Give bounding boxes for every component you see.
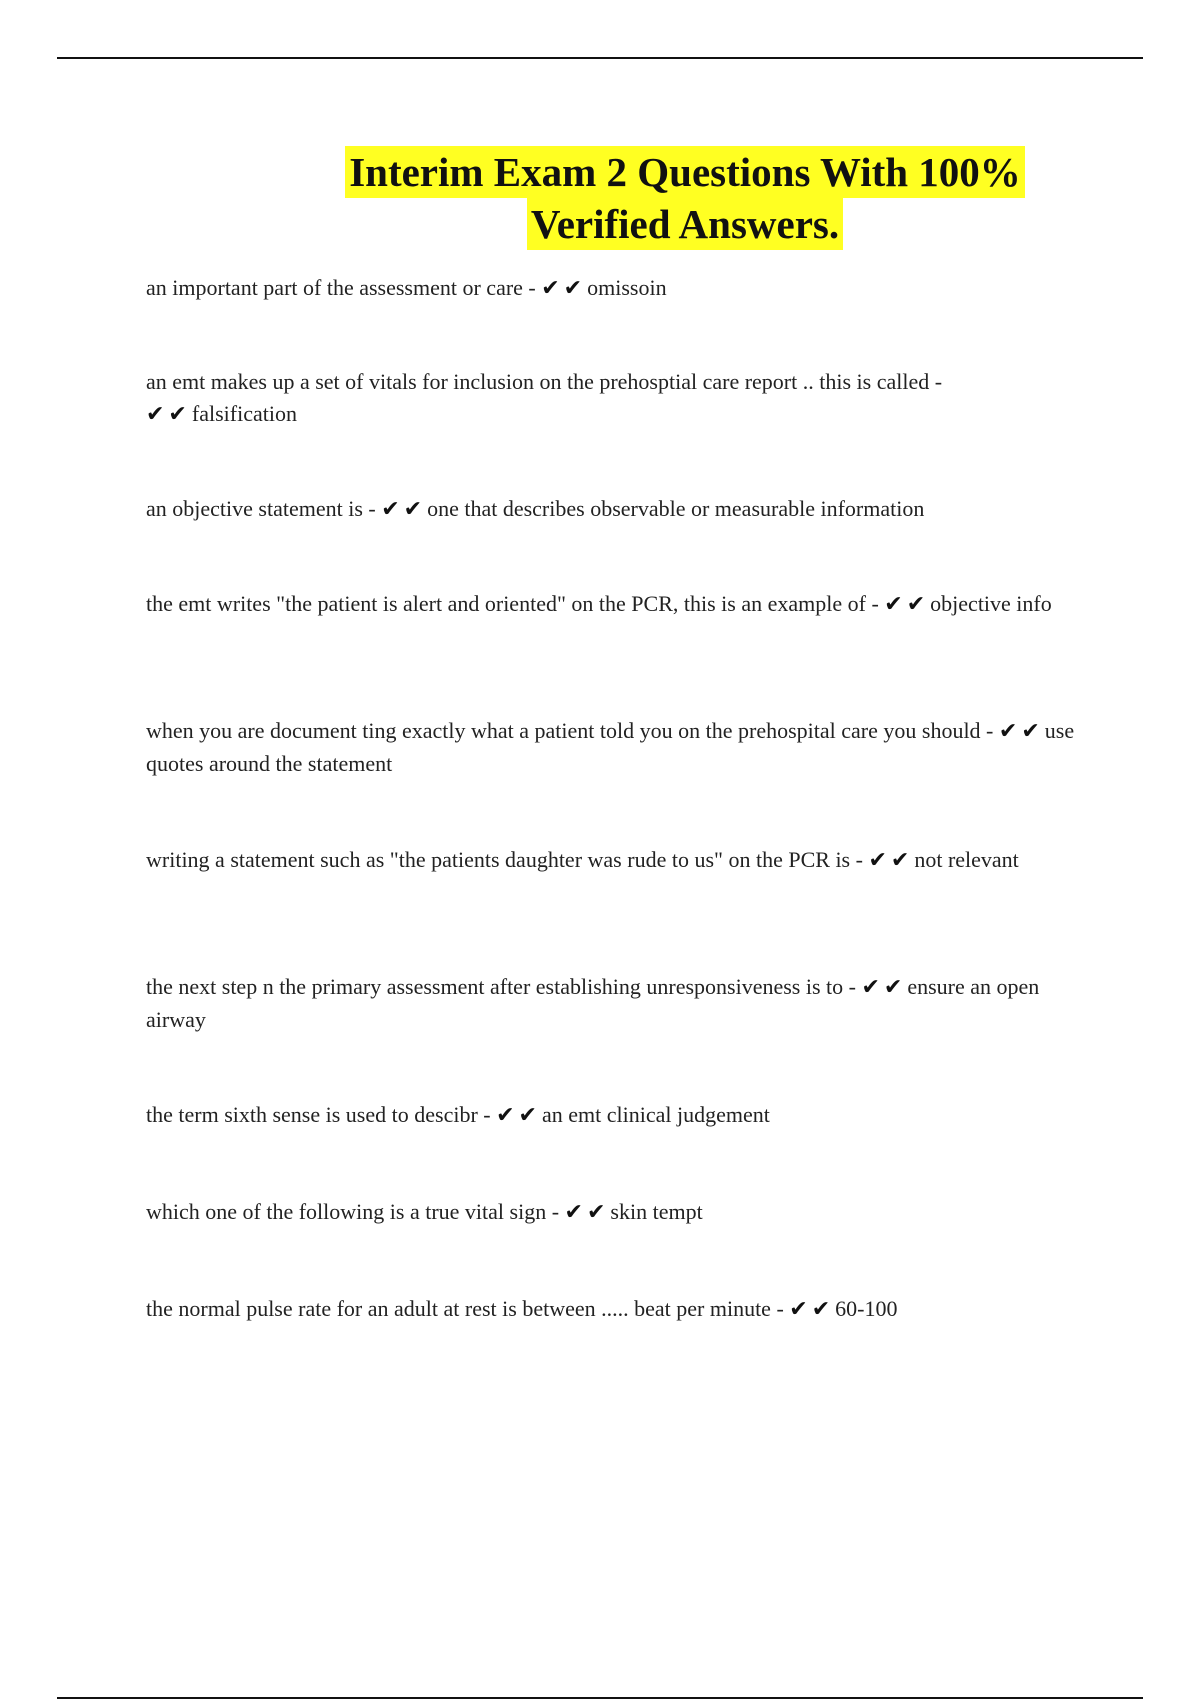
- question-text: an objective statement is -: [146, 496, 382, 521]
- qa-item-3: [146, 493, 1076, 526]
- double-check-icon: ✔✔: [868, 848, 914, 873]
- question-text: the term sixth sense is used to descibr -: [146, 1102, 497, 1127]
- answer-text: ensure an open airway: [146, 974, 1040, 1032]
- answer-text: objective info: [930, 591, 1052, 616]
- qa-item-10: [146, 1293, 1076, 1326]
- answer-text: skin tempt: [610, 1199, 703, 1224]
- answer-text: not relevant: [914, 847, 1019, 872]
- qa-item-4: [146, 588, 1076, 621]
- double-check-icon: ✔✔: [861, 975, 907, 1000]
- question-text: writing a statement such as "the patients daughter was rude to us" on the PCR is -: [146, 847, 869, 872]
- top-rule: [57, 57, 1143, 59]
- qa-item-5: [146, 715, 1076, 780]
- qa-item-2: [146, 366, 1076, 431]
- double-check-icon: ✔✔: [884, 592, 930, 617]
- answer-text: use quotes around the statement: [146, 718, 1075, 776]
- double-check-icon: ✔✔: [381, 497, 427, 522]
- question-text: an emt makes up a set of vitals for inclusion on the prehosptial care report .. this is called -: [146, 369, 943, 394]
- question-text: which one of the following is a true vital sign -: [146, 1199, 565, 1224]
- double-check-icon: ✔✔: [496, 1103, 541, 1128]
- answer-text: falsification: [191, 401, 297, 426]
- answer-text: omissoin: [587, 275, 667, 300]
- answer-text: an emt clinical judgement: [541, 1102, 770, 1127]
- answer-text: one that describes observable or measurable information: [427, 496, 925, 521]
- question-text: the emt writes "the patient is alert and oriented" on the PCR, this is an example of -: [146, 591, 885, 616]
- qa-item-7: [146, 971, 1076, 1036]
- qa-item-8: [146, 1099, 1076, 1132]
- qa-item-1: [146, 272, 1076, 305]
- double-check-icon: ✔✔: [564, 1200, 610, 1225]
- double-check-icon: ✔✔: [998, 719, 1044, 744]
- double-check-icon: ✔✔: [541, 276, 587, 301]
- question-text: the normal pulse rate for an adult at rest is between ..... beat per minute -: [146, 1296, 790, 1321]
- double-check-icon: ✔✔: [146, 402, 191, 427]
- document-title: [250, 146, 1120, 250]
- qa-item-9: [146, 1196, 1076, 1229]
- title-line-2: Verified Answers.: [527, 198, 843, 250]
- bottom-rule: [57, 1697, 1143, 1699]
- double-check-icon: ✔✔: [789, 1297, 835, 1322]
- question-text: when you are document ting exactly what a patient told you on the prehospital care you should -: [146, 718, 999, 743]
- answer-text: 60-100: [835, 1296, 898, 1321]
- title-line-1: Interim Exam 2 Questions With 100%: [345, 146, 1025, 198]
- qa-item-6: [146, 844, 1076, 877]
- question-text: an important part of the assessment or care -: [146, 275, 542, 300]
- question-text: the next step n the primary assessment after establishing unresponsiveness is to -: [146, 974, 862, 999]
